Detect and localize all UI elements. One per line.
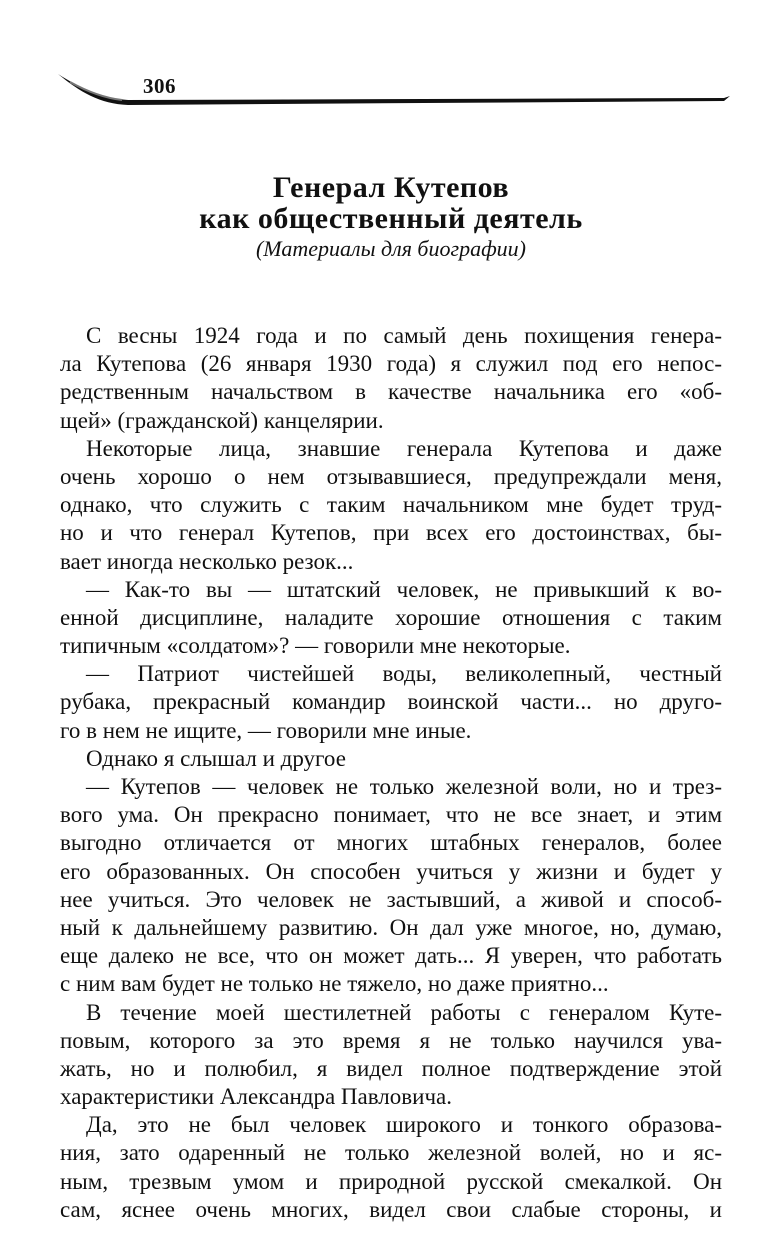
text-line: — Патриот чистейшей воды, великолепный, честный	[86, 661, 722, 687]
text-line: Некоторые лица, знавшие генерала Кутепова и даже	[86, 435, 722, 461]
header-rule-ornament	[0, 60, 782, 120]
paragraph	[60, 1111, 722, 1224]
text-line: очень хорошо о нем отзывавшиеся, предупреждали меня,	[60, 463, 722, 489]
text-line: Да, это не был человек широкого и тонкого образова-	[86, 1112, 722, 1138]
text-line: го в нем не ищите, — говорили мне иные.	[60, 717, 472, 743]
text-line: ла Кутепова (26 января 1930 года) я служил под его непос-	[60, 351, 722, 377]
text-line: редственным начальством в качестве начальника его «об-	[60, 379, 722, 405]
chapter-title	[0, 172, 782, 264]
paragraph	[60, 773, 722, 999]
title-subtitle: (Материалы для биографии)	[255, 236, 527, 261]
text-line: щей» (гражданской) канцелярии.	[60, 407, 384, 433]
text-line: однако, что служить с таким начальником мне будет труд-	[60, 492, 722, 518]
text-line: ный к дальнейшему развитию. Он дал уже многое, но, думаю,	[60, 914, 722, 940]
paragraph	[60, 322, 722, 435]
paragraph	[60, 745, 722, 773]
paragraph	[60, 999, 722, 1112]
text-line: Однако я слышал и другое	[86, 745, 346, 771]
page-number: 306	[143, 74, 176, 98]
paragraph	[60, 435, 722, 576]
text-line: вает иногда несколько резок...	[60, 548, 354, 574]
text-line: С весны 1924 года и по самый день похищения генера-	[86, 323, 722, 348]
text-line: его образованных. Он способен учиться у жизни и будет у	[60, 858, 722, 884]
text-line: выгодно отличается от многих штабных генералов, более	[60, 830, 722, 856]
text-line: сам, яснее очень многих, видел свои слабые стороны, и	[60, 1196, 722, 1222]
paragraph	[60, 660, 722, 745]
running-header	[0, 0, 782, 120]
text-line: еще далеко не все, что он может дать... Я уверен, что работать	[60, 943, 722, 969]
text-line: вого ума. Он прекрасно понимает, что не все знает, и этим	[60, 802, 722, 828]
title-line-2: как общественный деятель	[199, 202, 583, 235]
text-line: ным, трезвым умом и природной русской смекалкой. Он	[60, 1168, 722, 1194]
text-line: рубака, прекрасный командир воинской части... но друго-	[60, 689, 722, 715]
text-line: — Как-то вы — штатский человек, не привыкший к во-	[86, 576, 722, 602]
text-line: енной дисциплине, наладите хорошие отношения с таким	[60, 604, 722, 630]
body-text	[60, 322, 722, 1224]
text-line: с ним вам будет не только не тяжело, но даже приятно...	[60, 971, 609, 997]
text-line: но и что генерал Кутепов, при всех его достоинствах, бы-	[60, 520, 722, 546]
text-line: повым, которого за это время я не только научился ува-	[60, 1027, 722, 1053]
title-line-1: Генерал Кутепов	[272, 171, 510, 204]
text-line: типичным «солдатом»? — говорили мне некоторые.	[60, 633, 571, 659]
text-line: В течение моей шестилетней работы с генералом Куте-	[86, 999, 722, 1025]
text-line: нее учиться. Это человек не застывший, а живой и способ-	[60, 886, 722, 912]
text-line: ния, зато одаренный не только железной волей, но и яс-	[60, 1140, 722, 1166]
text-line: характеристики Александра Павловича.	[60, 1084, 452, 1110]
text-line: — Кутепов — человек не только железной воли, но и трез-	[86, 774, 722, 799]
text-line: жать, но и полюбил, я видел полное подтверждение этой	[60, 1055, 722, 1081]
paragraph	[60, 576, 722, 661]
